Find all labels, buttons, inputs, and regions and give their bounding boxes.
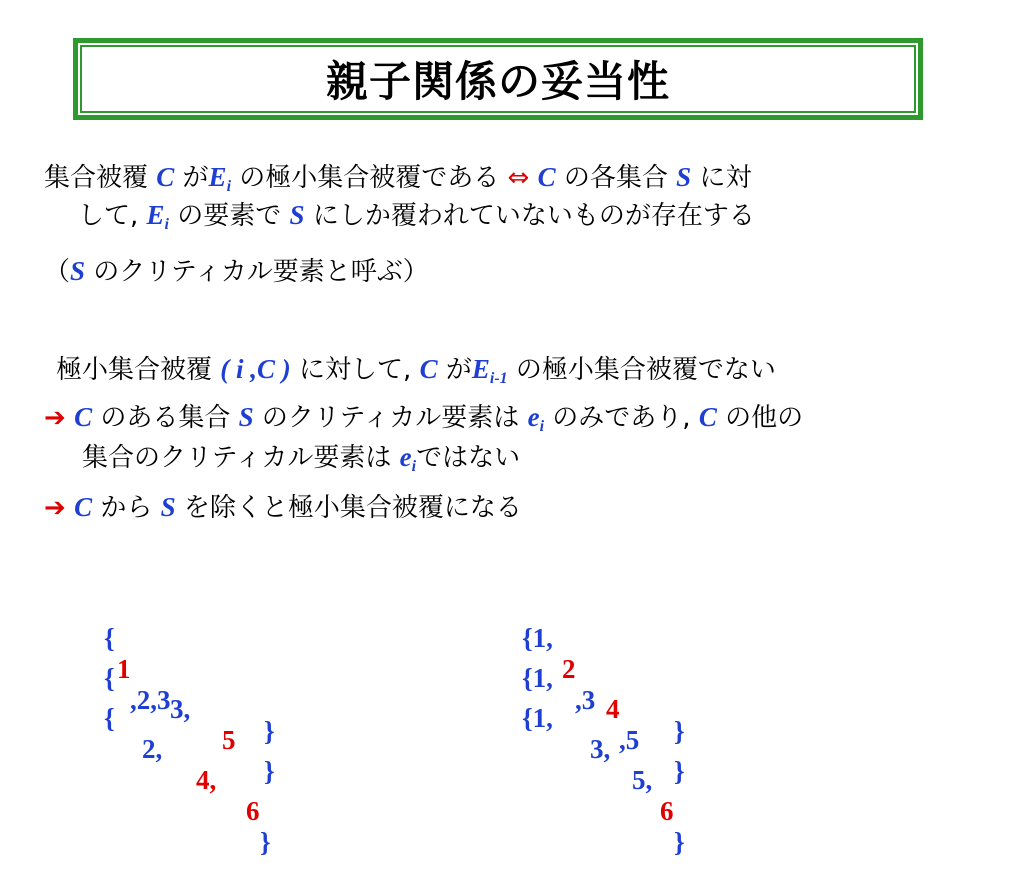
title-frame — [73, 38, 923, 120]
bullet-2-line — [44, 490, 522, 525]
text: （ — [44, 257, 71, 287]
element: 5, — [632, 765, 653, 795]
var-S: S — [160, 492, 176, 522]
text: 集合被覆 — [44, 163, 157, 193]
brace: } — [264, 756, 275, 786]
arrow-right-icon: ➔ — [44, 403, 66, 433]
condition-line — [56, 352, 776, 396]
text: にしか覆われていないものが存在する — [304, 201, 755, 231]
brace: { — [104, 623, 115, 653]
var-S: S — [676, 162, 692, 192]
arrow-right-icon: ➔ — [44, 493, 66, 523]
text: のみであり, — [544, 403, 691, 433]
element: 2 — [562, 654, 576, 684]
element: 6 — [660, 796, 674, 826]
sets-left — [104, 592, 304, 857]
elements: {1, — [522, 703, 553, 733]
var-e-i — [399, 442, 417, 475]
text: の極小集合被覆である — [231, 163, 508, 193]
var-e: e — [527, 402, 540, 432]
var-E-i — [208, 162, 232, 195]
brace: } — [260, 827, 271, 857]
bullet-1-line-1 — [44, 400, 803, 444]
var-E-i — [146, 200, 169, 233]
paren: ( — [220, 354, 230, 384]
var-S: S — [70, 256, 86, 286]
var-i: i — [236, 354, 244, 384]
text: の要素で — [169, 201, 290, 231]
slide-title: 親子関係の妥当性 — [325, 57, 670, 106]
text: が — [437, 355, 472, 385]
element: 2, — [142, 734, 163, 764]
text: に対 — [691, 163, 752, 193]
definition-line-2 — [78, 198, 755, 242]
brace: { — [104, 703, 115, 733]
element: 4 — [606, 694, 620, 724]
brace: } — [674, 756, 685, 786]
text: から — [92, 493, 161, 523]
var-e: e — [399, 442, 412, 472]
element: 6 — [246, 796, 260, 826]
text: に対して, — [290, 355, 412, 385]
var-E: E — [146, 200, 165, 230]
var-C: C — [74, 402, 93, 432]
subscript-i: i — [539, 418, 545, 435]
var-S: S — [238, 402, 254, 432]
element: 5 — [222, 725, 236, 755]
var-C: C — [74, 492, 93, 522]
text: 集合のクリティカル要素は — [82, 443, 400, 473]
var-e-i — [527, 402, 545, 435]
text: 極小集合被覆 — [56, 355, 221, 385]
text: の極小集合被覆でない — [507, 355, 776, 385]
subscript-i: i — [226, 178, 232, 195]
brace: } — [674, 716, 685, 746]
var-E: E — [471, 354, 490, 384]
element: 4, — [196, 765, 217, 795]
sets-right — [522, 592, 722, 857]
var-S: S — [289, 200, 305, 230]
text: の他の — [716, 403, 804, 433]
var-C: C — [257, 354, 276, 384]
elements: ,5 — [619, 725, 640, 755]
var-E-i-1 — [471, 354, 508, 387]
element: 1 — [117, 654, 131, 684]
definition-line-3 — [44, 254, 429, 289]
pair-i-C — [220, 354, 291, 384]
var-C: C — [419, 354, 438, 384]
text: ではない — [416, 443, 521, 473]
text: のクリティカル要素と呼ぶ） — [85, 257, 429, 287]
text: の各集合 — [555, 163, 677, 193]
set-row — [522, 672, 685, 889]
elements: ,3 — [575, 685, 596, 715]
var-C: C — [537, 162, 556, 192]
text: のある集合 — [92, 403, 239, 433]
bullet-1-line-2 — [82, 440, 520, 484]
var-C: C — [156, 162, 175, 192]
iff-symbol: ⇔ — [507, 163, 530, 193]
text: して, — [78, 201, 139, 231]
subscript-i: i — [164, 216, 169, 233]
subscript-i-1: i-1 — [489, 370, 508, 387]
elements: {1, — [522, 663, 553, 693]
text: のクリティカル要素は — [253, 403, 528, 433]
element: 3, — [590, 734, 611, 764]
brace: } — [674, 827, 685, 857]
var-C: C — [698, 402, 717, 432]
elements: ,2,3 — [130, 685, 171, 715]
paren: ) — [275, 354, 291, 384]
subscript-i: i — [411, 458, 417, 475]
text: を除くと極小集合被覆になる — [175, 493, 522, 523]
elements: {1, — [522, 623, 553, 653]
var-E: E — [208, 162, 227, 192]
brace: } — [264, 716, 275, 746]
element: 3, — [170, 694, 191, 724]
comma: , — [243, 354, 258, 384]
brace: { — [104, 663, 115, 693]
text: が — [174, 163, 209, 193]
